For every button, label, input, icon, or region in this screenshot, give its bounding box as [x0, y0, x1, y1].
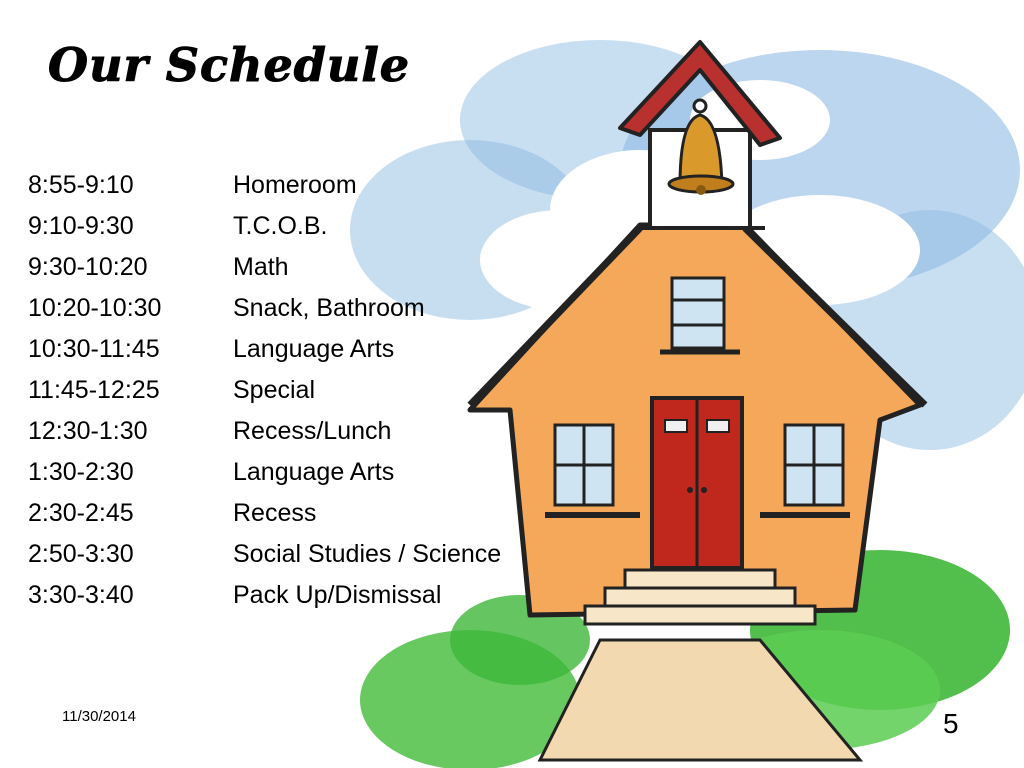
- schedule-activity: T.C.O.B.: [233, 212, 328, 240]
- schedule-time: 9:30-10:20: [28, 253, 148, 281]
- list-item: [28, 411, 501, 452]
- schedule-activity: Special: [233, 376, 315, 404]
- schedule-time: 2:30-2:45: [28, 499, 134, 527]
- schedule-time: 12:30-1:30: [28, 417, 148, 445]
- schedule-activity: Language Arts: [233, 335, 395, 363]
- list-item: [28, 493, 501, 534]
- list-item: [28, 575, 501, 616]
- schedule-activity: Snack, Bathroom: [233, 294, 425, 322]
- page-title: Our Schedule: [48, 38, 411, 92]
- schedule-activity: Recess: [233, 499, 317, 527]
- list-item: [28, 370, 501, 411]
- list-item: [28, 288, 501, 329]
- schedule-time: 10:20-10:30: [28, 294, 162, 322]
- schedule-activity: Recess/Lunch: [233, 417, 392, 445]
- schedule-activity: Language Arts: [233, 458, 395, 486]
- list-item: [28, 534, 501, 575]
- schedule-time: 11:45-12:25: [28, 376, 160, 404]
- list-item: [28, 452, 501, 493]
- schedule-time: 10:30-11:45: [28, 335, 160, 363]
- schedule-time: 8:55-9:10: [28, 171, 134, 199]
- schedule-activity: Math: [233, 253, 289, 281]
- schedule-activity: Social Studies / Science: [233, 540, 502, 568]
- list-item: [28, 165, 501, 206]
- list-item: [28, 206, 501, 247]
- schedule-time: 9:10-9:30: [28, 212, 134, 240]
- list-item: [28, 329, 501, 370]
- schedule-activity: Homeroom: [233, 171, 357, 199]
- schedule-time: 2:50-3:30: [28, 540, 134, 568]
- schedule-list: [28, 165, 501, 616]
- schedule-time: 1:30-2:30: [28, 458, 134, 486]
- list-item: [28, 247, 501, 288]
- door: [652, 398, 742, 568]
- page-number: 5: [943, 708, 959, 739]
- footer-date: 11/30/2014: [62, 708, 136, 725]
- schedule-time: 3:30-3:40: [28, 581, 134, 609]
- schedule-activity: Pack Up/Dismissal: [233, 581, 442, 609]
